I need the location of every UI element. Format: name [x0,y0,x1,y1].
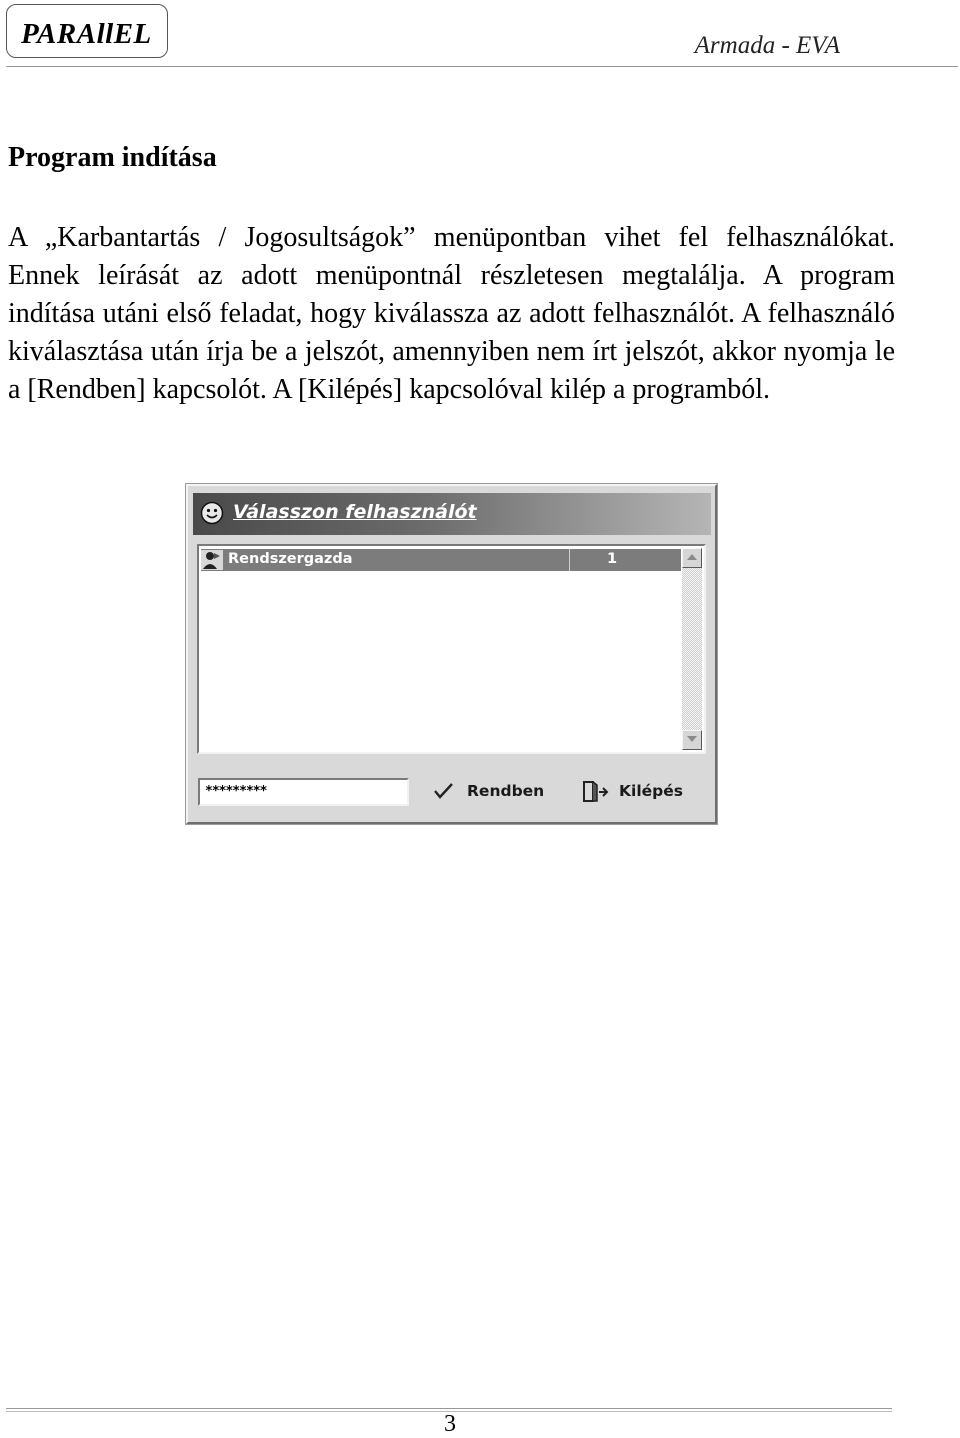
user-list[interactable] [197,544,706,754]
logo-text: PARAllEL [21,18,152,50]
dialog-titlebar [193,493,711,535]
password-input[interactable] [198,778,409,806]
user-name: Rendszergazda [228,551,353,567]
exit-button[interactable] [583,776,693,808]
checkmark-icon [433,781,455,801]
password-value: ********* [205,784,267,799]
dialog-title: Válasszon felhasználót [233,501,477,523]
section-paragraph: A „Karbantartás / Jogosultságok” menüpontban vihet fel felhasználókat. Ennek leírását az adott menüpontnál részletesen megtalálja. A program indítása utáni első feladat, hogy kiválassza az adott felhasználót. A felhasználó kiválasztása után írja be a jelszót, amennyiben nem írt jelszót, akkor nyomja le a [Rendben] kapcsolót. A [Kilépés] kapcsolóval kilép a programból. [8,222,895,405]
scroll-down-button[interactable] [682,730,702,750]
smiley-icon [200,501,224,525]
section-title: Program indítása [8,142,217,173]
user-select-dialog [186,484,717,824]
ok-button-label: Rendben [467,782,545,800]
exit-button-label: Kilépés [619,782,683,800]
list-item-user[interactable] [201,549,681,571]
parallel-logo [6,4,168,58]
scroll-up-button[interactable] [682,548,702,568]
user-icon [201,550,223,570]
list-scrollbar[interactable] [682,548,702,750]
ok-button[interactable] [433,776,553,808]
document-header-title: Armada - EVA [694,32,840,59]
column-separator [569,549,570,571]
arrow-up-icon [687,554,697,561]
footer-divider [6,1408,892,1409]
header-divider [6,66,958,67]
page-number: 3 [444,1411,456,1437]
exit-door-icon [583,781,609,803]
arrow-down-icon [687,736,697,743]
user-id: 1 [607,551,618,567]
